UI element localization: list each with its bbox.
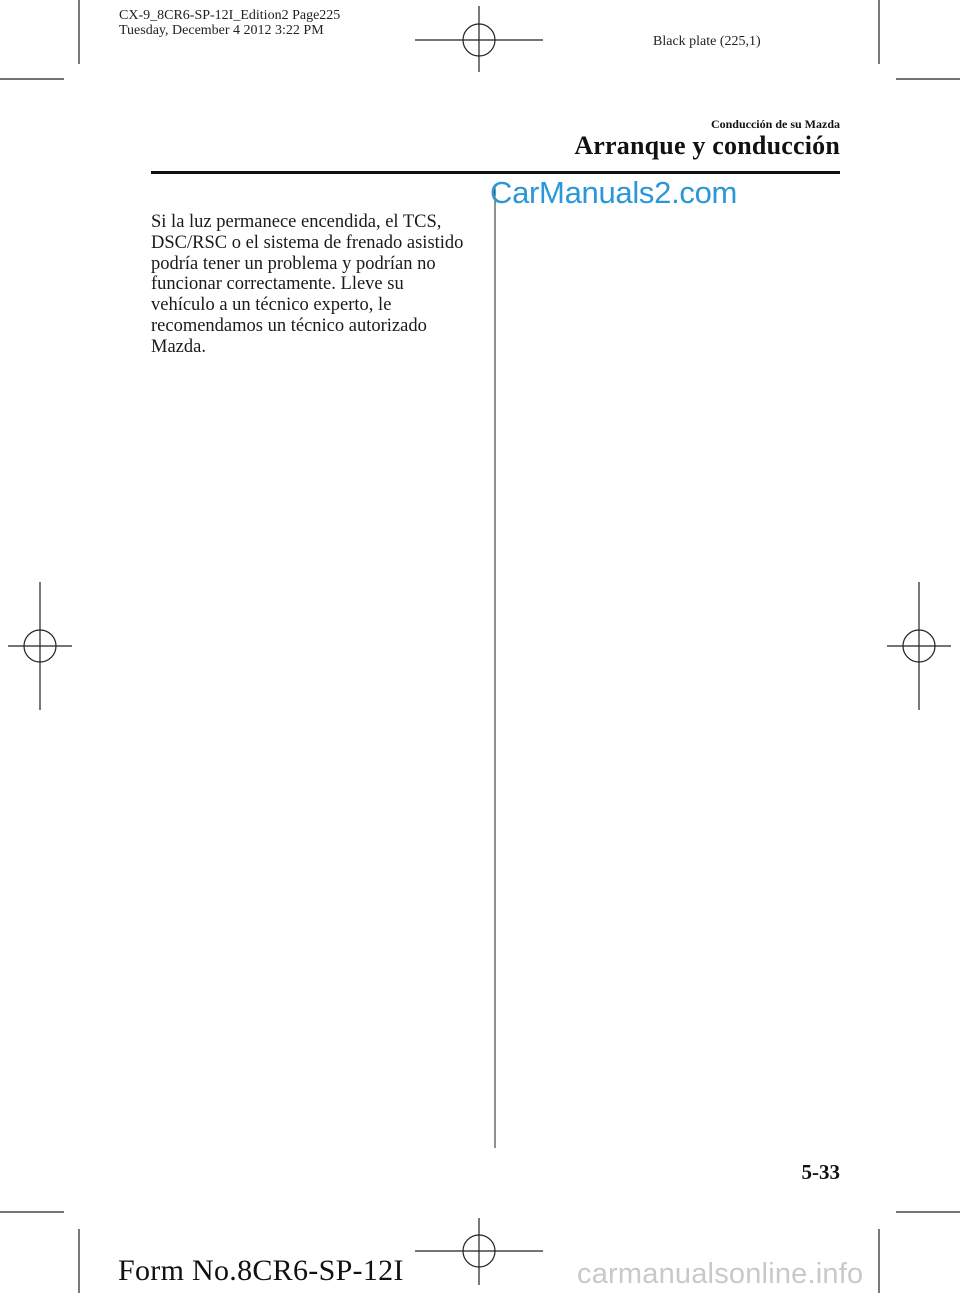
body-column-left xyxy=(151,212,491,358)
body-paragraph xyxy=(151,212,491,358)
form-number: Form No.8CR6-SP-12I xyxy=(118,1254,404,1287)
footer-site-watermark: carmanualsonline.info xyxy=(577,1258,864,1290)
body-line: podría tener un problema y podrían no xyxy=(151,253,436,274)
header-rule xyxy=(151,171,840,174)
body-line: funcionar correctamente. Lleve su xyxy=(151,274,404,295)
body-line: vehículo a un técnico experto, le xyxy=(151,295,392,316)
section-title: Arranque y conducción xyxy=(574,131,840,160)
print-slug xyxy=(119,8,340,38)
page-number: 5-33 xyxy=(801,1160,840,1184)
body-line: Mazda. xyxy=(151,336,206,357)
registration-right xyxy=(887,582,951,710)
registration-top xyxy=(415,6,543,72)
registration-bottom xyxy=(415,1218,543,1285)
registration-marks xyxy=(8,6,951,1285)
chapter-title: Conducción de su Mazda xyxy=(710,117,840,131)
print-slug-line2: Tuesday, December 4 2012 3:22 PM xyxy=(119,23,324,38)
watermark-logo: CarManuals2.com xyxy=(490,175,738,210)
plate-label: Black plate (225,1) xyxy=(653,34,761,49)
body-line: Si la luz permanece encendida, el TCS, xyxy=(151,212,442,232)
body-line: DSC/RSC o el sistema de frenado asistido xyxy=(151,232,464,253)
registration-left xyxy=(8,582,72,710)
body-line: recomendamos un técnico autorizado xyxy=(151,315,427,336)
print-slug-line1: CX-9_8CR6-SP-12I_Edition2 Page225 xyxy=(119,8,341,23)
